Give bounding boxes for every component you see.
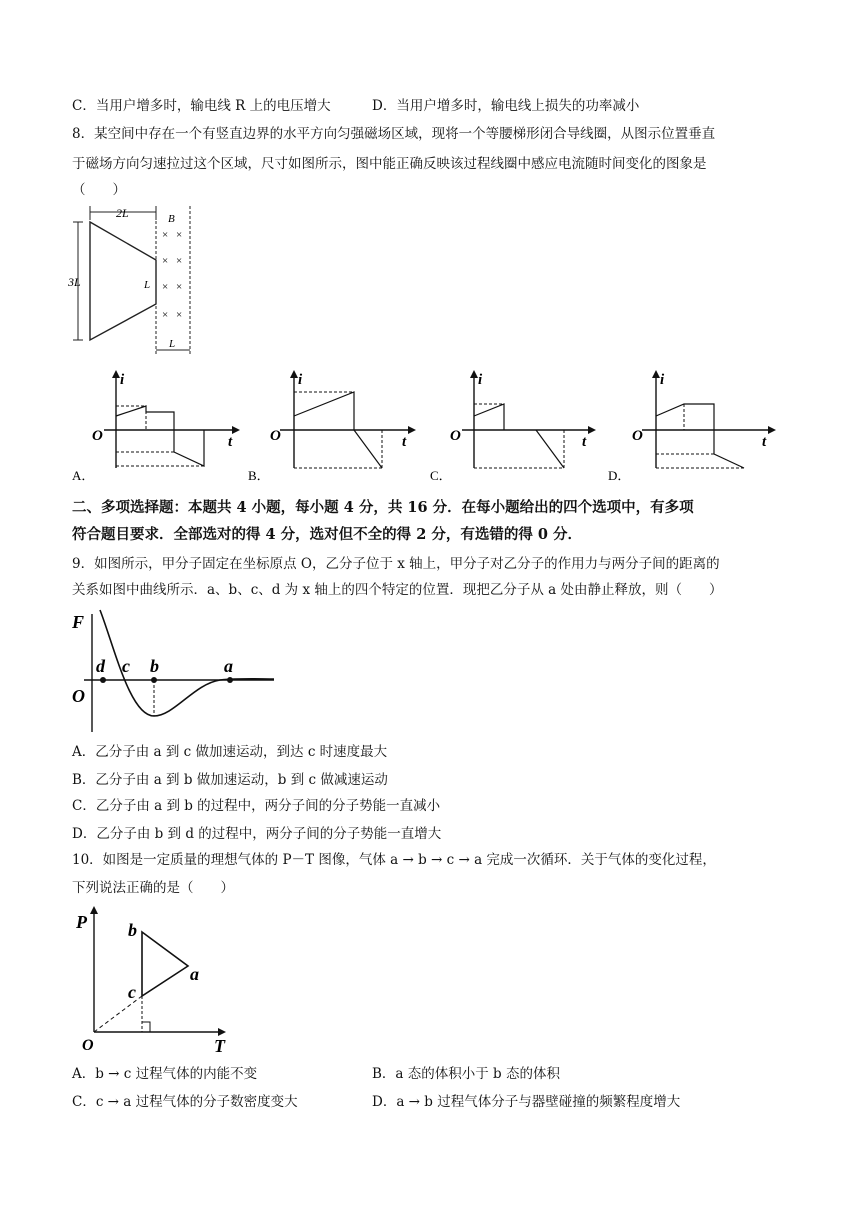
q9-force-distance-graph	[70, 606, 280, 738]
svg-text:T: T	[214, 1036, 225, 1056]
svg-text:×: ×	[162, 309, 169, 321]
q10-p-t-graph	[72, 904, 242, 1058]
label-B: B	[168, 213, 175, 225]
svg-text:t: t	[402, 434, 407, 450]
q9-option-c: C．乙分子由 a 到 b 的过程中，两分子间的分子势能一直减小	[72, 798, 441, 814]
q7-option-d: D．当用户增多时，输电线上损失的功率减小	[372, 98, 640, 114]
point-b	[151, 677, 157, 683]
svg-text:b: b	[128, 920, 137, 940]
label-3L: 3L	[68, 275, 81, 289]
svg-text:×: ×	[176, 255, 183, 267]
svg-text:×: ×	[176, 281, 183, 293]
svg-text:t: t	[762, 434, 767, 450]
svg-text:F: F	[72, 612, 85, 632]
svg-text:×: ×	[162, 229, 169, 241]
svg-text:O: O	[72, 686, 85, 706]
q8-option-c-label: C．	[430, 468, 452, 483]
svg-text:P: P	[76, 912, 87, 932]
svg-text:O: O	[450, 428, 461, 444]
q10-stem-line1: 10．如图是一定质量的理想气体的 P－T 图像，气体 a → b → c → a 完成一次循环．关于气体的变化过程，	[72, 852, 716, 868]
q10-option-c: C．c → a 过程气体的分子数密度变大	[72, 1094, 298, 1110]
q9-option-b: B．乙分子由 a 到 b 做加速运动，b 到 c 做减速运动	[72, 772, 388, 788]
q8-stem-line1: 8．某空间中存在一个有竖直边界的水平方向匀强磁场区域，现将一个等腰梯形闭合导线圈，从图示位置垂直	[72, 126, 716, 142]
label-L-side: L	[144, 279, 151, 291]
q9-option-d: D．乙分子由 b 到 d 的过程中，两分子间的分子势能一直增大	[72, 826, 442, 842]
section2-heading-line1: 二、多项选择题：本题共 4 小题，每小题 4 分，共 16 分．在每小题给出的四个选项中，有多项	[72, 499, 694, 516]
field-crosses	[162, 229, 182, 321]
q10-option-d: D．a → b 过程气体分子与器壁碰撞的频繁程度增大	[372, 1094, 681, 1110]
label-L-width: L	[169, 338, 176, 350]
q10-options-row2	[72, 1092, 792, 1112]
svg-text:i: i	[660, 372, 665, 388]
q10-option-b: B．a 态的体积小于 b 态的体积	[372, 1066, 560, 1082]
svg-text:×: ×	[176, 309, 183, 321]
svg-text:b: b	[150, 656, 159, 676]
q8-graph-d	[602, 368, 782, 486]
svg-text:t: t	[582, 434, 587, 450]
svg-text:c: c	[122, 656, 130, 676]
svg-text:d: d	[96, 656, 105, 676]
q7-option-c: C．当用户增多时，输电线 R 上的电压增大	[72, 98, 331, 114]
svg-text:a: a	[224, 656, 233, 676]
point-a	[227, 677, 233, 683]
point-d	[100, 677, 106, 683]
svg-text:O: O	[632, 428, 643, 444]
svg-text:×: ×	[176, 229, 183, 241]
svg-text:i: i	[120, 372, 125, 388]
svg-text:i: i	[298, 372, 303, 388]
q8-graph-a	[64, 368, 244, 486]
q10-option-a: A．b → c 过程气体的内能不变	[72, 1066, 258, 1082]
svg-text:O: O	[82, 1037, 94, 1054]
svg-text:a: a	[190, 964, 199, 984]
svg-text:i: i	[478, 372, 483, 388]
svg-text:c: c	[128, 982, 136, 1002]
q9-stem-line1: 9．如图所示，甲分子固定在坐标原点 O，乙分子位于 x 轴上，甲分子对乙分子的作用力与两分子间的距离的	[72, 556, 720, 572]
svg-text:t: t	[228, 434, 233, 450]
q9-option-a: A．乙分子由 a 到 c 做加速运动，到达 c 时速度最大	[72, 744, 388, 760]
q7-options-row	[72, 96, 792, 116]
cycle-triangle	[142, 932, 188, 996]
q8-stem-line2: 于磁场方向匀速拉过这个区域，尺寸如图所示，图中能正确反映该过程线圈中感应电流随时间变化的图象是	[72, 156, 707, 172]
section2-heading-line2: 符合题目要求．全部选对的得 4 分，选对但不全的得 2 分，有选错的得 0 分．	[72, 526, 583, 543]
q8-graph-b	[240, 368, 420, 486]
q8-graph-c	[422, 368, 602, 486]
q8-stem-line3: （ ）	[72, 182, 126, 198]
q8-option-d-label: D．	[608, 468, 631, 483]
svg-text:×: ×	[162, 281, 169, 293]
q8-option-b-label: B．	[248, 468, 270, 483]
q8-trapezoid-figure	[68, 200, 208, 360]
q8-option-a-label: A．	[72, 468, 95, 483]
svg-text:O: O	[270, 428, 281, 444]
q10-options-row1	[72, 1064, 792, 1084]
q9-stem-line2: 关系如图中曲线所示．a、b、c、d 为 x 轴上的四个特定的位置．现把乙分子从 a 处由静止释放，则（ ）	[72, 582, 723, 598]
svg-text:O: O	[92, 428, 103, 444]
q10-stem-line2: 下列说法正确的是（ ）	[72, 880, 234, 896]
svg-text:×: ×	[162, 255, 169, 267]
label-2L: 2L	[116, 206, 129, 220]
